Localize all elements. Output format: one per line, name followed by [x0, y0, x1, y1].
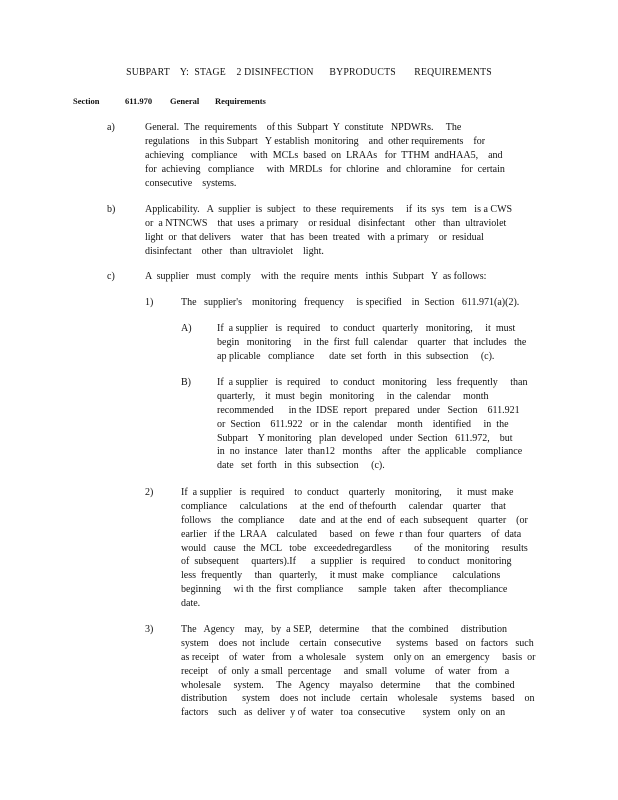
text-line: of subsequent quarters).If a supplier is required to conduct monitoring	[181, 556, 512, 568]
text-line: in no instance later than12 months after the applicable compliance	[217, 446, 523, 458]
text-line: A supplier must comply with the require ments inthis Subpart Y as follows:	[145, 271, 487, 282]
paragraph-c-text	[145, 270, 486, 284]
paragraph-c3-label: 3)	[145, 624, 154, 635]
text-line: would cause the MCL tobe exceededregardless of the monitoring results	[181, 542, 528, 554]
paragraph-b-text	[145, 203, 512, 259]
text-line: system does not include certain consecutive systems based on factors such	[181, 637, 534, 649]
text-line: If a supplier is required to conduct monitoring less frequently than	[217, 377, 528, 388]
text-line: receipt of only a small percentage and small volume of water from a	[181, 665, 510, 677]
text-line: follows the compliance date and at the end of each subsequent quarter (or	[181, 514, 528, 526]
section-heading	[73, 96, 266, 106]
text-line: Subpart Y monitoring plan developed under Section 611.972, but	[217, 432, 513, 444]
text-line: General. The requirements of this Subpart Y constitute NPDWRs. The	[145, 122, 462, 133]
text-line: achieving compliance with MCLs based on LRAAs for TTHM andHAA5, and	[145, 149, 503, 161]
text-line: date set forth in this subsection (c).	[217, 460, 385, 472]
paragraph-c1a-text	[217, 322, 526, 364]
paragraph-c1-text	[181, 296, 519, 310]
text-line: wholesale system. The Agency mayalso determine that the combined	[181, 679, 515, 691]
text-line: factors such as deliver y of water toa consecutive system only on an	[181, 707, 506, 719]
section-number: 611.970	[125, 96, 153, 106]
text-line: Applicability. A supplier is subject to these requirements if its sys tem is a CWS	[145, 204, 513, 215]
section-label: Section	[73, 96, 100, 106]
text-line: or Section 611.922 or in the calendar month identified in the	[217, 418, 509, 430]
paragraph-c1b-text	[217, 376, 528, 473]
paragraph-b-label: b)	[107, 204, 116, 215]
paragraph-c-label: c)	[107, 271, 115, 282]
text-line: or a NTNCWS that uses a primary or residual disinfectant other than ultraviolet	[145, 217, 507, 229]
paragraph-c1b-label: B)	[181, 377, 191, 388]
text-line: light or that delivers water that has been treated with a primary or residual	[145, 231, 484, 243]
text-line: earlier if the LRAA calculated based on fewe r than four quarters of data	[181, 528, 522, 540]
section-general: General	[170, 96, 200, 106]
text-line: distribution system does not include certain wholesale systems based on	[181, 693, 535, 705]
section-title: Requirements	[215, 96, 266, 106]
text-line: date.	[181, 598, 201, 610]
text-line: The Agency may, by a SEP, determine that the combined distribution	[181, 624, 507, 635]
text-line: begin monitoring in the first full calendar quarter that includes the	[217, 336, 527, 348]
paragraph-a-label: a)	[107, 122, 115, 133]
text-line: ap plicable compliance date set forth in this subsection (c).	[217, 350, 495, 362]
paragraph-c1-label: 1)	[145, 297, 154, 308]
text-line: for achieving compliance with MRDLs for chlorine and chloramine for certain	[145, 163, 505, 175]
subpart-title: SUBPART Y: STAGE 2 DISINFECTION BYPRODUCTS REQUIREMENTS	[126, 67, 492, 78]
text-line: quarterly, it must begin monitoring in the calendar month	[217, 390, 489, 402]
text-line: as receipt of water from a wholesale system only on an emergency basis or	[181, 651, 536, 663]
paragraph-c2-text	[181, 486, 528, 611]
paragraph-a-text	[145, 121, 505, 190]
text-line: If a supplier is required to conduct quarterly monitoring, it must	[217, 323, 516, 334]
paragraph-c1a-label: A)	[181, 323, 192, 334]
text-line: disinfectant other than ultraviolet light.	[145, 245, 324, 257]
text-line: If a supplier is required to conduct quarterly monitoring, it must make	[181, 487, 514, 498]
text-line: compliance calculations at the end of thefourth calendar quarter that	[181, 500, 506, 512]
text-line: regulations in this Subpart Y establish monitoring and other requirements for	[145, 135, 486, 147]
text-line: The supplier's monitoring frequency is specified in Section 611.971(a)(2).	[181, 297, 520, 308]
text-line: recommended in the IDSE report prepared under Section 611.921	[217, 404, 520, 416]
paragraph-c2-label: 2)	[145, 487, 154, 498]
text-line: consecutive systems.	[145, 177, 237, 189]
text-line: beginning wi th the first compliance sample taken after thecompliance	[181, 584, 508, 596]
text-line: less frequently than quarterly, it must make compliance calculations	[181, 570, 501, 582]
paragraph-c3-text	[181, 623, 535, 720]
